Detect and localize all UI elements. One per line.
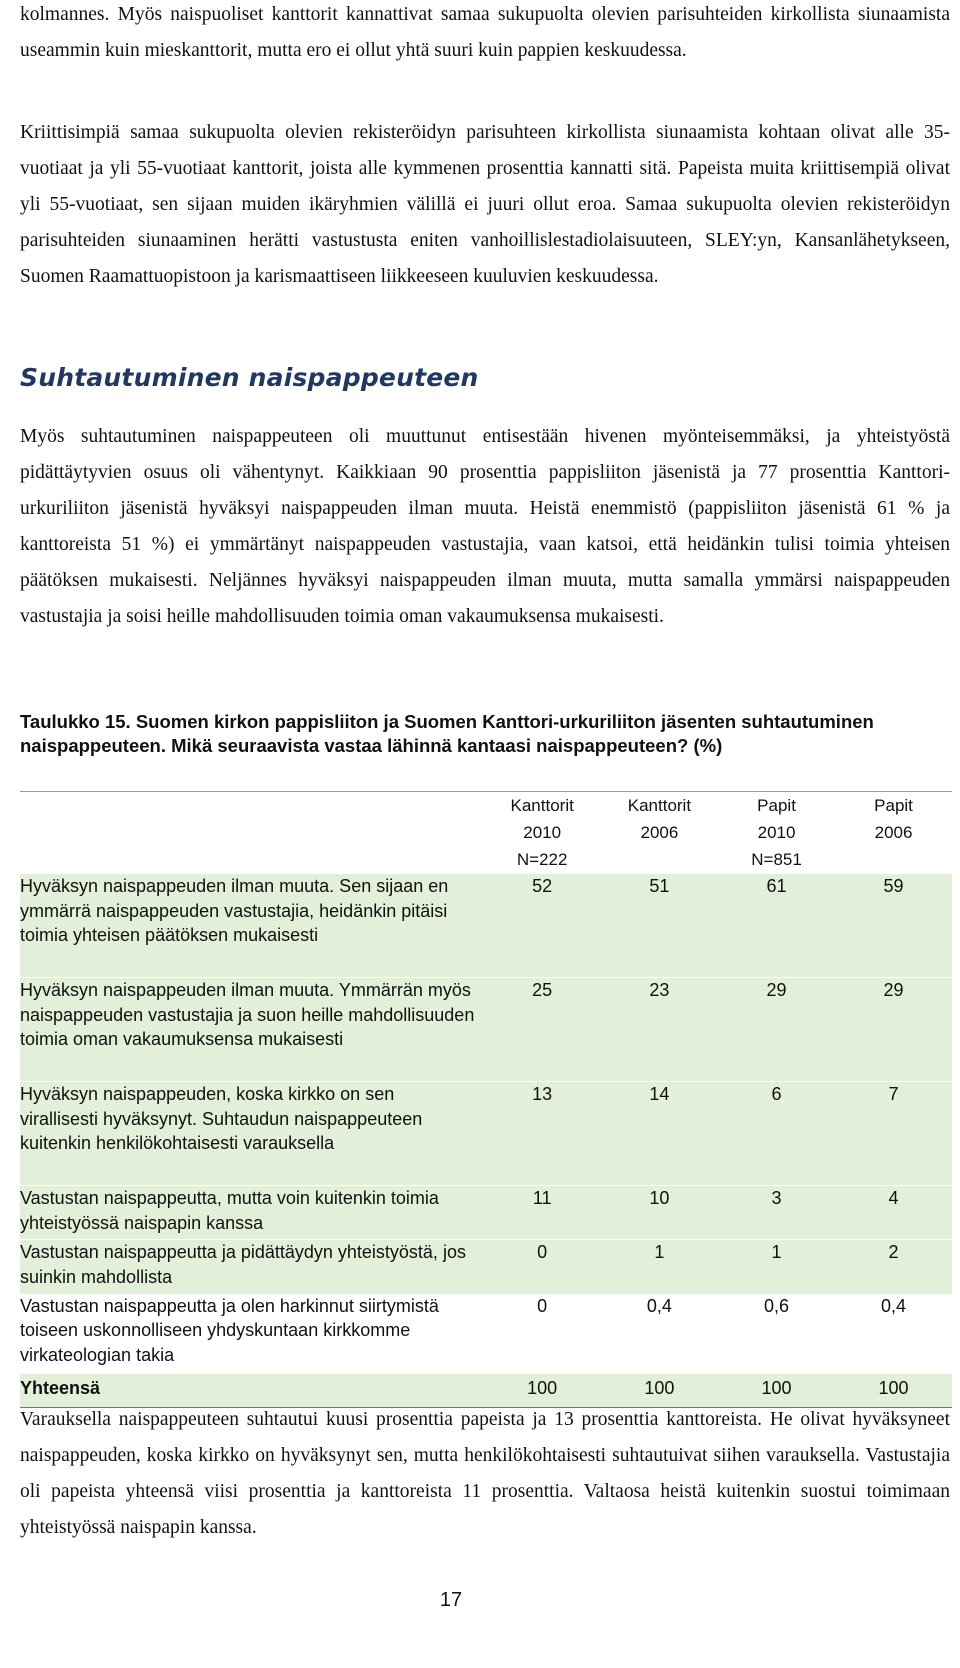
cell-value: 14: [601, 1082, 718, 1186]
cell-value: 0,4: [601, 1294, 718, 1374]
row-label: Vastustan naispappeutta ja pidättäydyn yhteistyöstä, jos suinkin mahdollista: [20, 1240, 484, 1294]
row-label: Hyväksyn naispappeuden, koska kirkko on sen virallisesti hyväksynyt. Suhtaudun naispappeuteen kuitenkin henkilökohtaisesti varauksella: [20, 1082, 484, 1186]
row-label: Vastustan naispappeutta ja olen harkinnut siirtymistä toiseen uskonnolliseen yhdyskuntaan kirkkomme virkateologian takia: [20, 1294, 484, 1374]
row-label: Hyväksyn naispappeuden ilman muuta. Sen sijaan en ymmärrä naispappeuden vastustajia, heidänkin pitäisi toimia yhteisen päätöksen mukaisesti: [20, 874, 484, 978]
total-value: 100: [484, 1374, 601, 1408]
table-row: [20, 874, 952, 978]
cell-value: 23: [601, 978, 718, 1082]
row-label: Hyväksyn naispappeuden ilman muuta. Ymmärrän myös naispappeuden vastustajia ja suon heille mahdollisuuden toimia oman vakaumuksensa mukaisesti: [20, 978, 484, 1082]
cell-value: 6: [718, 1082, 835, 1186]
cell-value: 25: [484, 978, 601, 1082]
table-caption: Taulukko 15. Suomen kirkon pappisliiton ja Suomen Kanttori-urkuriliiton jäsenten suhtautuminen naispappeuteen. Mikä seuraavista vastaa lähinnä kantaasi naispappeuteen? (%): [20, 711, 874, 756]
total-label: Yhteensä: [20, 1374, 484, 1408]
total-value: 100: [835, 1374, 952, 1408]
cell-value: 61: [718, 874, 835, 978]
cell-value: 0,6: [718, 1294, 835, 1374]
cell-value: 4: [835, 1186, 952, 1240]
paragraph-reservation: Varauksella naispappeuteen suhtautui kuusi prosenttia papeista ja 13 prosenttia kanttoreista. He olivat hyväksyneet naispappeuden, koska kirkko on hyväksynyt sen, mutta henkilökohtaisesti suhtautuivat siihen varauksella. Vastustajia oli papeista yhteensä viisi prosenttia ja kanttoreista 11 prosenttia. Valtaosa heistä kuitenkin suostui toimimaan yhteistyössä naispapin kanssa.: [20, 1409, 950, 1538]
col-header-kanttorit-2010: Kanttorit 2010 N=222: [484, 792, 601, 874]
cell-value: 13: [484, 1082, 601, 1186]
cell-value: 0: [484, 1294, 601, 1374]
cell-value: 1: [601, 1240, 718, 1294]
page-number: 17: [439, 1589, 463, 1611]
cell-value: 1: [718, 1240, 835, 1294]
col-header-papit-2010: Papit 2010 N=851: [718, 792, 835, 874]
table-row: [20, 1186, 952, 1240]
col-header-papit-2006: Papit 2006: [835, 792, 952, 874]
table-header-row: [20, 792, 952, 874]
table-row: [20, 1240, 952, 1294]
section-heading: Suhtautuminen naispappeuteen: [20, 363, 479, 392]
cell-value: 2: [835, 1240, 952, 1294]
cell-value: 0: [484, 1240, 601, 1294]
attitude-table: [20, 791, 952, 1408]
cell-value: 3: [718, 1186, 835, 1240]
cell-value: 29: [718, 978, 835, 1082]
total-value: 100: [718, 1374, 835, 1408]
cell-value: 51: [601, 874, 718, 978]
col-header-kanttorit-2006: Kanttorit 2006: [601, 792, 718, 874]
header-empty: [20, 792, 484, 874]
cell-value: 52: [484, 874, 601, 978]
cell-value: 7: [835, 1082, 952, 1186]
paragraph-intro: kolmannes. Myös naispuoliset kanttorit kannattivat samaa sukupuolta olevien parisuhteiden kirkollista siunaamista useammin kuin mieskanttorit, mutta ero ei ollut yhtä suuri kuin pappien keskuudessa.: [20, 4, 950, 61]
table-row: [20, 1082, 952, 1186]
table-row: [20, 1294, 952, 1374]
total-value: 100: [601, 1374, 718, 1408]
row-label: Vastustan naispappeutta, mutta voin kuitenkin toimia yhteistyössä naispapin kanssa: [20, 1186, 484, 1240]
cell-value: 0,4: [835, 1294, 952, 1374]
cell-value: 11: [484, 1186, 601, 1240]
cell-value: 10: [601, 1186, 718, 1240]
cell-value: 29: [835, 978, 952, 1082]
paragraph-critics: Kriittisimpiä samaa sukupuolta olevien rekisteröidyn parisuhteen kirkollista siunaamista kohtaan olivat alle 35-vuotiaat ja yli 55-vuotiaat kanttorit, joista alle kymmenen prosenttia kannatti sitä. Papeista muita kriittisempiä olivat yli 55-vuotiaat, sen sijaan muiden ikäryhmien välillä ei juuri ollut eroa. Samaa sukupuolta olevien rekisteröidyn parisuhteiden siunaaminen herätti vastustusta eniten vanhoillislestadiolaisuuteen, SLEY:yn, Kansanlähetykseen, Suomen Raamattuopistoon ja karismaattiseen liikkeeseen kuuluvien keskuudessa.: [20, 122, 950, 287]
table-row: [20, 978, 952, 1082]
paragraph-attitude: Myös suhtautuminen naispappeuteen oli muuttunut entisestään hivenen myönteisemmäksi, ja yhteistyöstä pidättäytyvien osuus oli vähentynyt. Kaikkiaan 90 prosenttia pappisliiton jäsenistä ja 77 prosenttia Kanttori-urkuriliiton jäsenistä hyväksyi naispappeuden ilman muuta. Heistä enemmistö (pappisliiton jäsenistä 61 % ja kanttoreista 51 %) ei ymmärtänyt naispappeuden vastustajia, vaan katsoi, että heidänkin tulisi toimia yhteisen päätöksen mukaisesti. Neljännes hyväksyi naispappeuden ilman muuta, mutta samalla ymmärsi naispappeuden vastustajia ja soisi heille mahdollisuuden toimia oman vakaumuksensa mukaisesti.: [20, 426, 950, 627]
cell-value: 59: [835, 874, 952, 978]
